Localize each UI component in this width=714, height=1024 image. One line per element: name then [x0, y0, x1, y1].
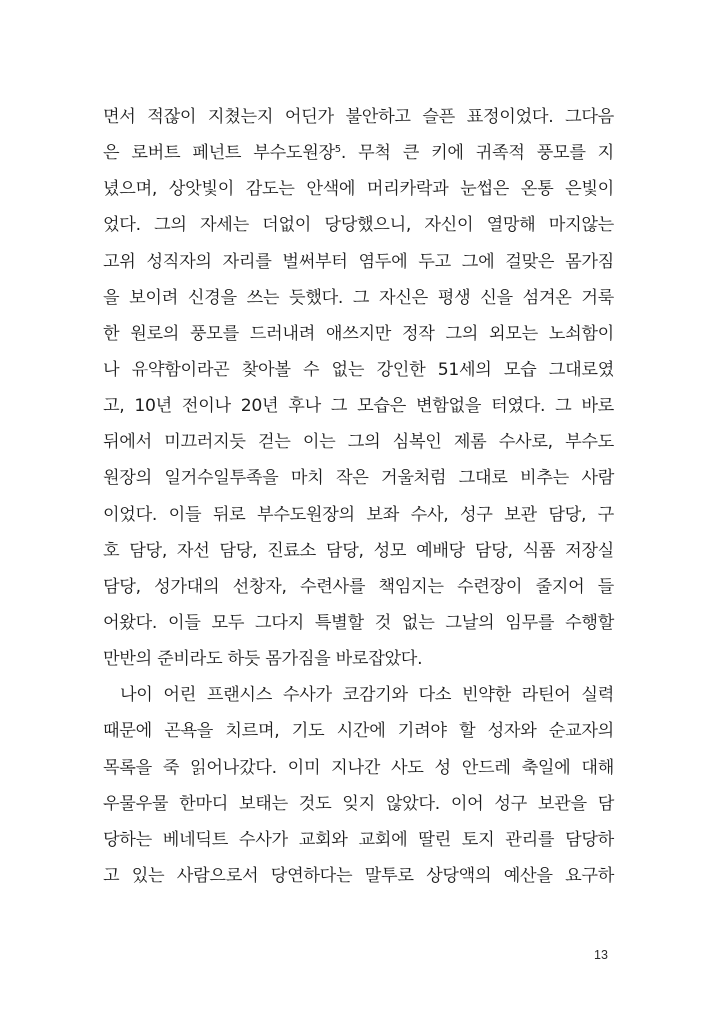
text-line: 만반의 준비라도 하듯 몸가짐을 바로잡았다.: [103, 649, 423, 670]
footnote-marker[interactable]: 5: [334, 144, 341, 156]
text-line: 나 유약함이라곤 찾아볼 수 없는 강인한 51세의 모습 그대로였: [103, 359, 614, 380]
text-line: 뒤에서 미끄러지듯 걷는 이는 그의 심복인 제롬 수사로, 부수도: [103, 432, 614, 453]
text-line: 목록을 죽 읽어나갔다. 이미 지나간 사도 성 안드레 축일에 대해: [103, 757, 614, 778]
text-line: 당하는 베네딕트 수사가 교회와 교회에 딸린 토지 관리를 담당하: [103, 829, 614, 850]
text-segment: . 무척 큰 키에 귀족적 풍모를 지: [340, 143, 614, 164]
paragraph-1: [103, 99, 614, 677]
text-line: 나이 어린 프랜시스 수사가 코감기와 다소 빈약한 라틴어 실력: [120, 685, 614, 706]
text-line: 고 있는 사람으로서 당연하다는 말투로 상당액의 예산을 요구하: [103, 865, 614, 886]
text-line: 우물우물 한마디 보태는 것도 잊지 않았다. 이어 성구 보관을 담: [103, 793, 614, 814]
text-line: 었다. 그의 자세는 더없이 당당했으니, 자신이 열망해 마지않는: [103, 215, 614, 236]
body-text: [103, 99, 614, 894]
text-line: 녔으며, 상앗빛이 감도는 안색에 머리카락과 눈썹은 온통 은빛이: [103, 179, 614, 200]
text-line: 이었다. 이들 뒤로 부수도원장의 보좌 수사, 성구 보관 담당, 구: [103, 504, 614, 525]
text-line: 때문에 곤욕을 치르며, 기도 시간에 기려야 할 성자와 순교자의: [103, 721, 614, 742]
text-line: 담당, 성가대의 선창자, 수련사를 책임지는 수련장이 줄지어 들: [103, 576, 614, 597]
text-line: 고위 성직자의 자리를 벌써부터 염두에 두고 그에 걸맞은 몸가짐: [103, 251, 614, 272]
text-line: 면서 적잖이 지쳤는지 어딘가 불안하고 슬픈 표정이었다. 그다음: [103, 107, 614, 127]
text-line: [103, 135, 614, 171]
text-line: 고, 10년 전이나 20년 후나 그 모습은 변함없을 터였다. 그 바로: [103, 396, 614, 417]
text-line: 을 보이려 신경을 쓰는 듯했다. 그 자신은 평생 신을 섬겨온 거룩: [103, 287, 614, 308]
page-number: 13: [594, 948, 608, 962]
text-segment: 은 로버트 페넌트 부수도원장: [103, 143, 335, 164]
paragraph-2: [103, 677, 614, 894]
text-line: 한 원로의 풍모를 드러내려 애쓰지만 정작 그의 외모는 노쇠함이: [103, 323, 614, 344]
text-line: 호 담당, 자선 담당, 진료소 담당, 성모 예배당 담당, 식품 저장실: [103, 540, 614, 561]
text-line: 원장의 일거수일투족을 마치 작은 거울처럼 그대로 비추는 사람: [103, 468, 614, 489]
text-line: 어왔다. 이들 모두 그다지 특별할 것 없는 그날의 임무를 수행할: [103, 612, 614, 633]
